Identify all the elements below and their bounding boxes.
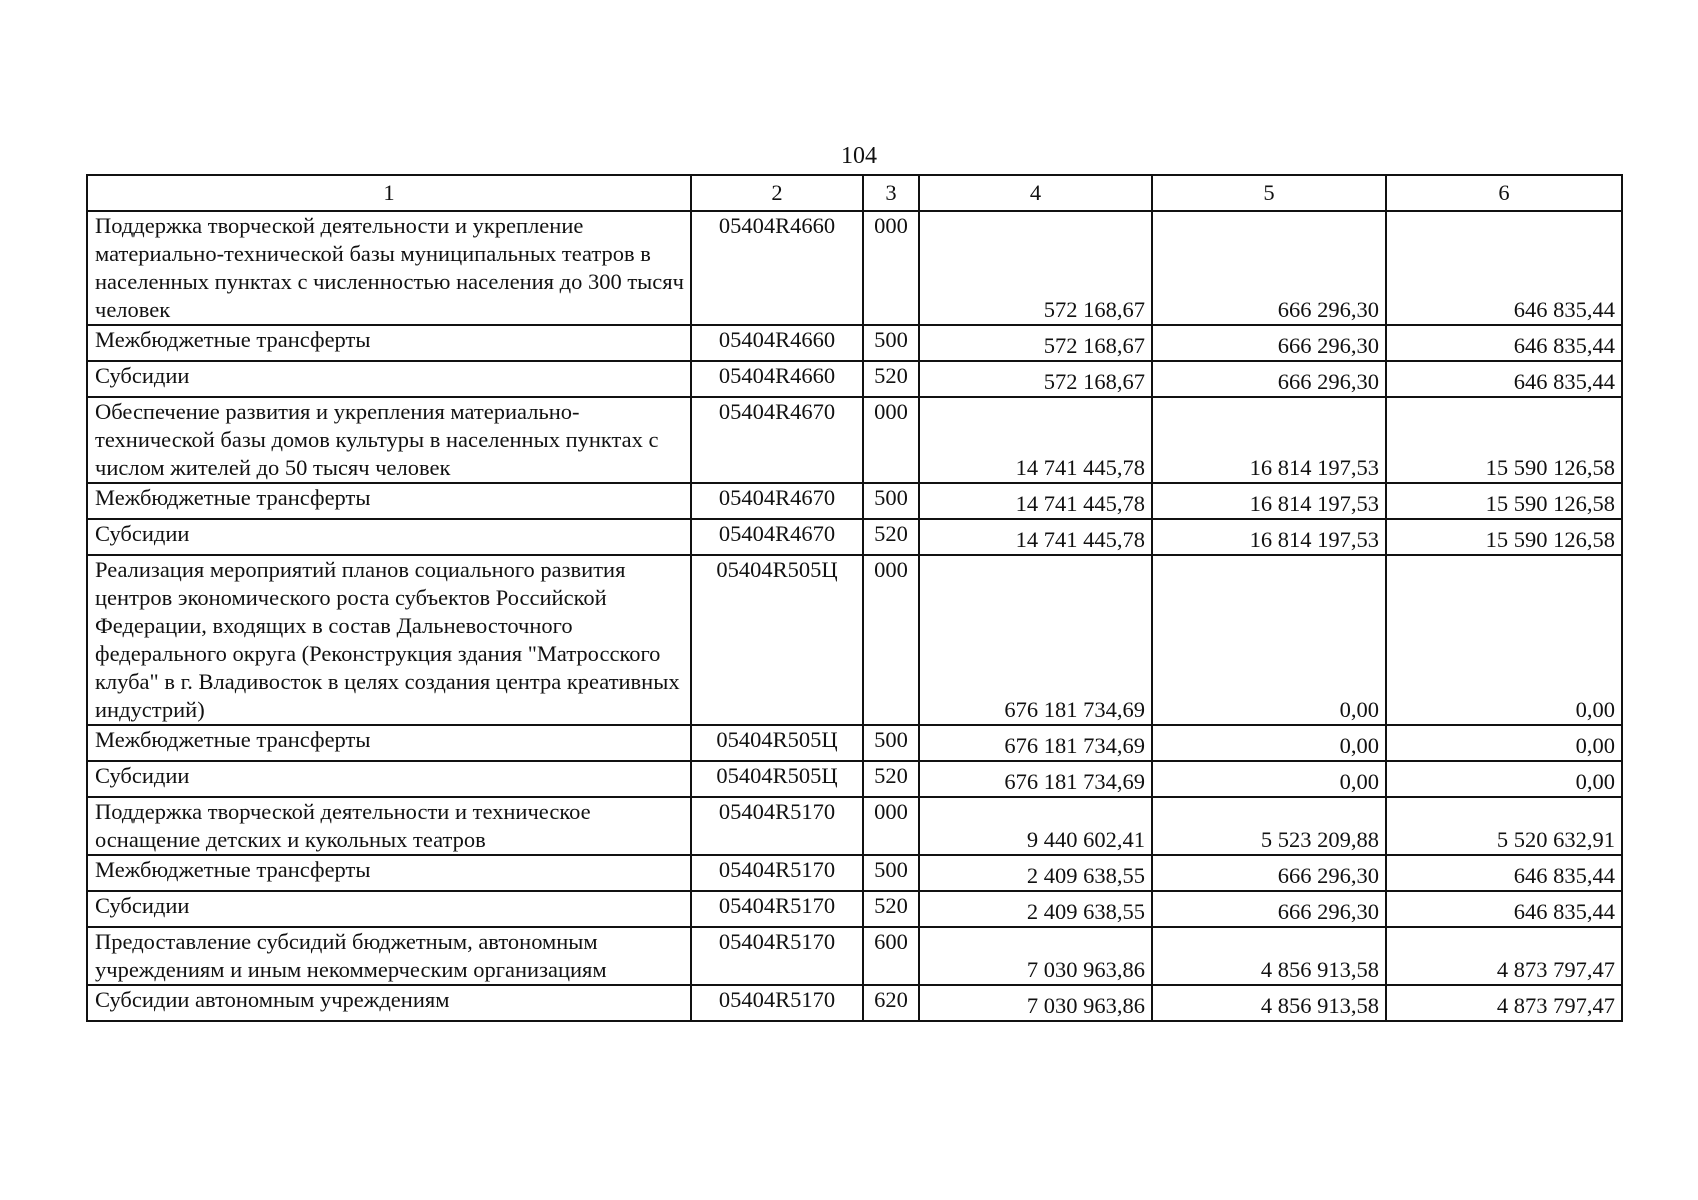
table-row bbox=[87, 927, 1622, 985]
row-value-5: 666 296,30 bbox=[1152, 325, 1386, 361]
row-value-6: 646 835,44 bbox=[1386, 361, 1622, 397]
row-code: 05404R5170 bbox=[691, 985, 863, 1021]
column-header-2: 2 bbox=[691, 175, 863, 211]
table-row bbox=[87, 555, 1622, 725]
row-value-6: 5 520 632,91 bbox=[1386, 797, 1622, 855]
row-value-4: 9 440 602,41 bbox=[919, 797, 1152, 855]
row-code: 05404R4670 bbox=[691, 483, 863, 519]
row-value-5: 666 296,30 bbox=[1152, 361, 1386, 397]
table-row bbox=[87, 797, 1622, 855]
row-value-5: 4 856 913,58 bbox=[1152, 927, 1386, 985]
row-name: Поддержка творческой деятельности и техническое оснащение детских и кукольных театров bbox=[87, 797, 691, 855]
row-kind: 000 bbox=[863, 797, 919, 855]
table-row bbox=[87, 519, 1622, 555]
row-name: Субсидии bbox=[87, 761, 691, 797]
table-row bbox=[87, 397, 1622, 483]
row-kind: 500 bbox=[863, 725, 919, 761]
table-row bbox=[87, 211, 1622, 325]
row-name: Обеспечение развития и укрепления материально-технической базы домов культуры в населенных пунктах с числом жителей до 50 тысяч человек bbox=[87, 397, 691, 483]
table-row bbox=[87, 361, 1622, 397]
row-value-4: 2 409 638,55 bbox=[919, 855, 1152, 891]
budget-table bbox=[86, 174, 1623, 1022]
row-value-6: 15 590 126,58 bbox=[1386, 397, 1622, 483]
row-name: Субсидии bbox=[87, 361, 691, 397]
row-code: 05404R5170 bbox=[691, 891, 863, 927]
row-value-6: 15 590 126,58 bbox=[1386, 483, 1622, 519]
row-name: Поддержка творческой деятельности и укрепление материально-технической базы муниципальных театров в населенных пунктах с численностью населения до 300 тысяч человек bbox=[87, 211, 691, 325]
row-code: 05404R505Ц bbox=[691, 555, 863, 725]
row-value-6: 0,00 bbox=[1386, 725, 1622, 761]
row-kind: 600 bbox=[863, 927, 919, 985]
column-header-5: 5 bbox=[1152, 175, 1386, 211]
row-code: 05404R4670 bbox=[691, 397, 863, 483]
row-code: 05404R4660 bbox=[691, 211, 863, 325]
row-code: 05404R4660 bbox=[691, 361, 863, 397]
row-value-4: 14 741 445,78 bbox=[919, 519, 1152, 555]
row-value-6: 4 873 797,47 bbox=[1386, 985, 1622, 1021]
row-value-4: 676 181 734,69 bbox=[919, 725, 1152, 761]
row-kind: 500 bbox=[863, 325, 919, 361]
row-value-6: 0,00 bbox=[1386, 761, 1622, 797]
row-kind: 520 bbox=[863, 519, 919, 555]
table-row bbox=[87, 855, 1622, 891]
row-name: Субсидии автономным учреждениям bbox=[87, 985, 691, 1021]
row-value-6: 0,00 bbox=[1386, 555, 1622, 725]
row-name: Субсидии bbox=[87, 519, 691, 555]
table-row bbox=[87, 325, 1622, 361]
row-kind: 620 bbox=[863, 985, 919, 1021]
row-value-6: 4 873 797,47 bbox=[1386, 927, 1622, 985]
page-number: 104 bbox=[841, 143, 877, 169]
row-kind: 000 bbox=[863, 397, 919, 483]
row-value-6: 646 835,44 bbox=[1386, 211, 1622, 325]
row-name: Межбюджетные трансферты bbox=[87, 725, 691, 761]
row-value-4: 572 168,67 bbox=[919, 361, 1152, 397]
row-code: 05404R5170 bbox=[691, 797, 863, 855]
table-row bbox=[87, 725, 1622, 761]
row-value-5: 0,00 bbox=[1152, 555, 1386, 725]
row-value-4: 572 168,67 bbox=[919, 211, 1152, 325]
table-header-row bbox=[87, 175, 1622, 211]
row-name: Межбюджетные трансферты bbox=[87, 325, 691, 361]
row-value-6: 646 835,44 bbox=[1386, 325, 1622, 361]
row-name: Межбюджетные трансферты bbox=[87, 855, 691, 891]
row-code: 05404R505Ц bbox=[691, 725, 863, 761]
row-kind: 520 bbox=[863, 361, 919, 397]
row-value-4: 676 181 734,69 bbox=[919, 555, 1152, 725]
row-kind: 520 bbox=[863, 891, 919, 927]
row-code: 05404R4660 bbox=[691, 325, 863, 361]
row-value-6: 646 835,44 bbox=[1386, 855, 1622, 891]
row-kind: 500 bbox=[863, 855, 919, 891]
row-code: 05404R5170 bbox=[691, 855, 863, 891]
row-value-5: 0,00 bbox=[1152, 761, 1386, 797]
row-value-5: 666 296,30 bbox=[1152, 211, 1386, 325]
row-name: Реализация мероприятий планов социального развития центров экономического роста субъектов Российской Федерации, входящих в состав Дальневосточного федерального округа (Реконструкция здания "Матросского клуба" в г. Владивосток в целях создания центра креативных индустрий) bbox=[87, 555, 691, 725]
row-value-4: 7 030 963,86 bbox=[919, 927, 1152, 985]
row-kind: 000 bbox=[863, 211, 919, 325]
row-name: Предоставление субсидий бюджетным, автономным учреждениям и иным некоммерческим организациям bbox=[87, 927, 691, 985]
column-header-4: 4 bbox=[919, 175, 1152, 211]
row-value-5: 16 814 197,53 bbox=[1152, 519, 1386, 555]
row-value-6: 646 835,44 bbox=[1386, 891, 1622, 927]
row-value-4: 7 030 963,86 bbox=[919, 985, 1152, 1021]
row-value-4: 676 181 734,69 bbox=[919, 761, 1152, 797]
table-row bbox=[87, 891, 1622, 927]
table-row bbox=[87, 761, 1622, 797]
row-value-5: 666 296,30 bbox=[1152, 891, 1386, 927]
column-header-6: 6 bbox=[1386, 175, 1622, 211]
table-row bbox=[87, 985, 1622, 1021]
row-value-4: 2 409 638,55 bbox=[919, 891, 1152, 927]
table-row bbox=[87, 483, 1622, 519]
row-kind: 500 bbox=[863, 483, 919, 519]
column-header-1: 1 bbox=[87, 175, 691, 211]
column-header-3: 3 bbox=[863, 175, 919, 211]
row-value-5: 666 296,30 bbox=[1152, 855, 1386, 891]
row-value-5: 5 523 209,88 bbox=[1152, 797, 1386, 855]
row-value-5: 4 856 913,58 bbox=[1152, 985, 1386, 1021]
row-name: Субсидии bbox=[87, 891, 691, 927]
row-value-4: 14 741 445,78 bbox=[919, 397, 1152, 483]
row-value-5: 0,00 bbox=[1152, 725, 1386, 761]
row-value-5: 16 814 197,53 bbox=[1152, 397, 1386, 483]
row-value-4: 14 741 445,78 bbox=[919, 483, 1152, 519]
row-name: Межбюджетные трансферты bbox=[87, 483, 691, 519]
row-value-6: 15 590 126,58 bbox=[1386, 519, 1622, 555]
row-code: 05404R5170 bbox=[691, 927, 863, 985]
row-kind: 000 bbox=[863, 555, 919, 725]
row-code: 05404R505Ц bbox=[691, 761, 863, 797]
row-kind: 520 bbox=[863, 761, 919, 797]
row-code: 05404R4670 bbox=[691, 519, 863, 555]
row-value-4: 572 168,67 bbox=[919, 325, 1152, 361]
row-value-5: 16 814 197,53 bbox=[1152, 483, 1386, 519]
